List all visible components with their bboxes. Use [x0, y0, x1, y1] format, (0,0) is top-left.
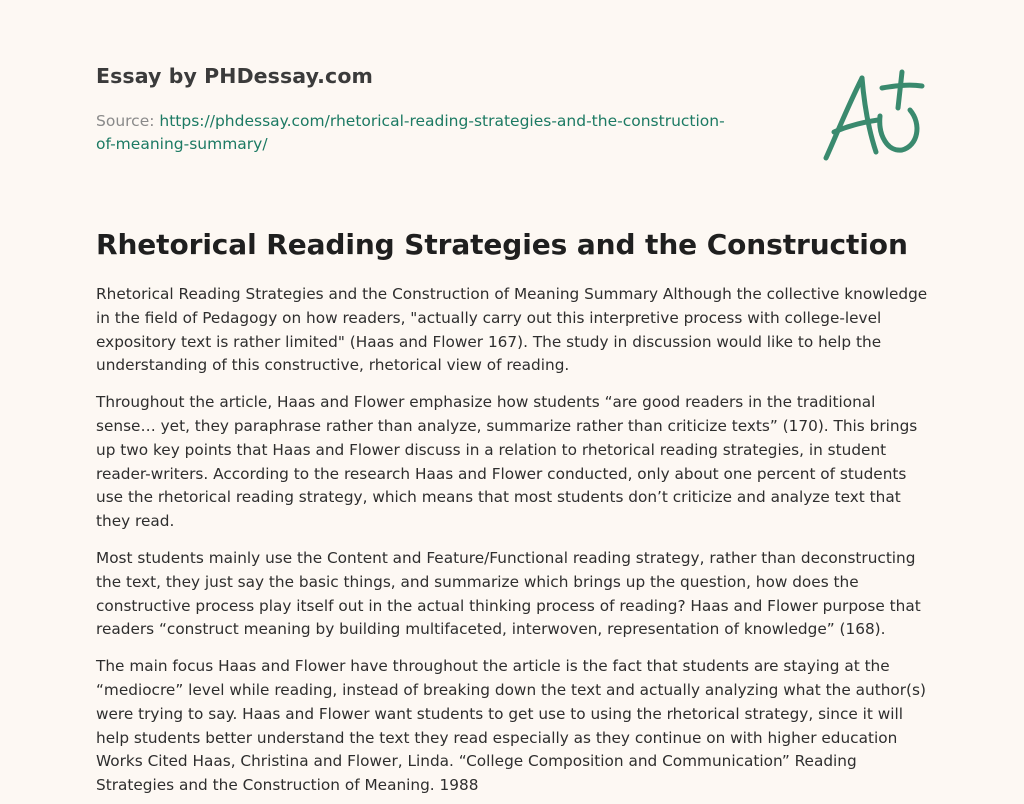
- a-plus-logo-icon: [818, 66, 928, 166]
- site-name: Essay by PHDessay.com: [96, 64, 373, 88]
- site-header: [96, 0, 928, 190]
- paragraph: Throughout the article, Haas and Flower emphasize how students “are good readers in the traditional sense… yet, they paraphrase rather than analyze, summarize rather than criticize texts” (170). This brings up two key points that Haas and Flower discuss in a relation to rhetorical reading strategies, in student reader-writers. According to the research Haas and Flower conducted, only about one percent of students use the rhetorical reading strategy, which means that most students don’t criticize and analyze text that they read.: [96, 393, 918, 531]
- source-link[interactable]: https://phdessay.com/rhetorical-reading-strategies-and-the-construction-of-meaning-summary/: [96, 112, 725, 153]
- paragraph: Most students mainly use the Content and Feature/Functional reading strategy, rather than deconstructing the text, they just say the basic things, and summarize which brings up the question, how does the constructive process play itself out in the actual thinking process of reading? Haas and Flower purpose that readers “construct meaning by building multifaceted, interwoven, representation of knowledge” (168).: [96, 548, 921, 639]
- source-line: [96, 110, 736, 156]
- source-label: Source:: [96, 112, 160, 130]
- paragraph: The main focus Haas and Flower have throughout the article is the fact that students are staying at the “mediocre” level while reading, instead of breaking down the text and actually analyzing what the author(s) were trying to say. Haas and Flower want students to get use to using the rhetorical strategy, since it will help students better understand the text they read especially as they continue on with higher education Works Cited Haas, Christina and Flower, Linda. “College Composition and Communication” Reading Strategies and the Construction of Meaning. 1988: [96, 657, 926, 795]
- article-title: Rhetorical Reading Strategies and the Construction: [96, 228, 908, 261]
- paragraph: Rhetorical Reading Strategies and the Construction of Meaning Summary Although the collective knowledge in the field of Pedagogy on how readers, "actually carry out this interpretive process with college-level expository text is rather limited" (Haas and Flower 167). The study in discussion would like to help the understanding of this constructive, rhetorical view of reading.: [96, 285, 928, 375]
- article-body: [96, 283, 928, 798]
